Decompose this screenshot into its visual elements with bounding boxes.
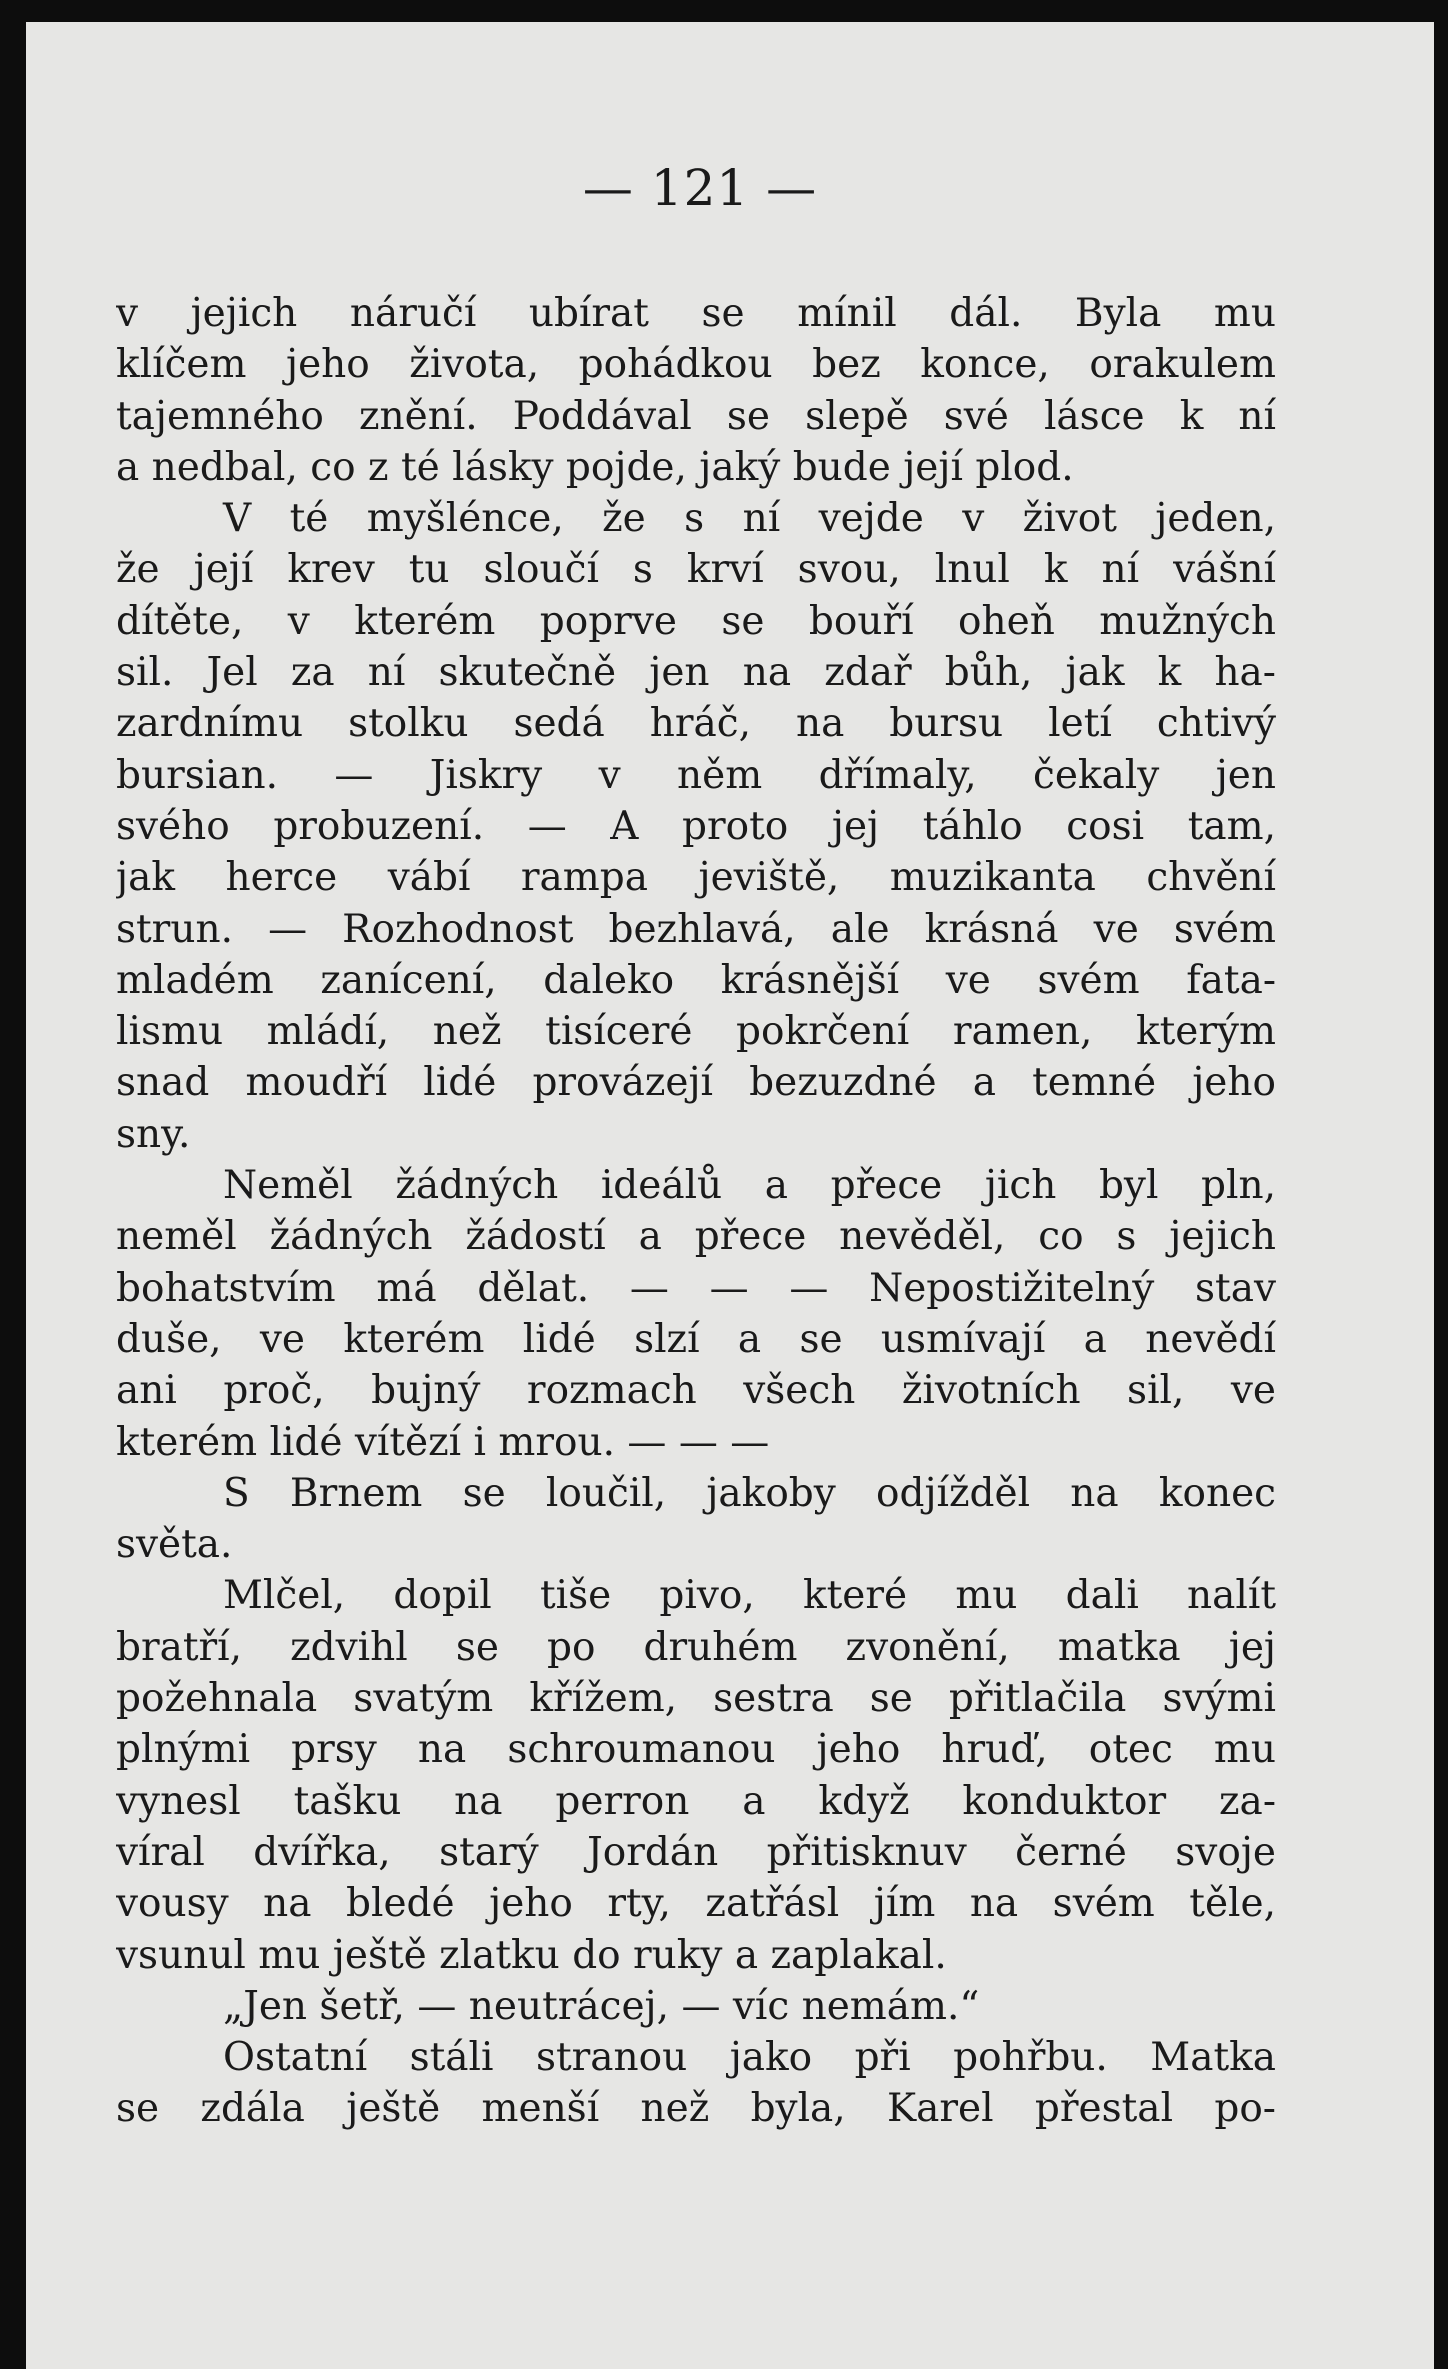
text-line: klíčem jeho života, pohádkou bez konce, orakulem [116, 342, 1276, 388]
text-line: tajemného znění. Poddával se slepě své lásce k ní [116, 393, 1276, 439]
text-line: se zdála ještě menší než byla, Karel přestal po- [116, 2086, 1276, 2132]
text-line: vsunul mu ještě zlatku do ruky a zaplakal. [116, 1932, 947, 1978]
text-line: neměl žádných žádostí a přece nevěděl, co s jejich [116, 1214, 1276, 1260]
text-line: vousy na bledé jeho rty, zatřásl jím na svém těle, [116, 1881, 1276, 1927]
text-line: dítěte, v kterém poprve se bouří oheň mužných [116, 598, 1276, 644]
text-line: v jejich náručí ubírat se mínil dál. Byla mu [116, 291, 1276, 336]
text-line: Ostatní stáli stranou jako při pohřbu. Matka [223, 2035, 1276, 2081]
text-line: kterém lidé vítězí i mrou. — — — [116, 1419, 770, 1465]
text-line: „Jen šetř, — neutrácej, — víc nemám.“ [223, 1983, 980, 2029]
text-line: bohatstvím má dělat. — — — Nepostižitelný stav [116, 1265, 1276, 1311]
text-line: Mlčel, dopil tiše pivo, které mu dali nalít [223, 1573, 1276, 1619]
text-line: strun. — Rozhodnost bezhlavá, ale krásná ve svém [116, 906, 1276, 952]
text-line: zardnímu stolku sedá hráč, na bursu letí chtivý [116, 701, 1276, 747]
text-line: mladém zanícení, daleko krásnější ve svém fata- [116, 957, 1276, 1003]
text-line: plnými prsy na schroumanou jeho hruď, otec mu [116, 1727, 1276, 1773]
text-line: a nedbal, co z té lásky pojde, jaký bude její plod. [116, 444, 1074, 490]
text-line: jak herce vábí rampa jeviště, muzikanta chvění [116, 855, 1276, 901]
text-line: svého probuzení. — A proto jej táhlo cosi tam, [116, 803, 1276, 849]
text-line: S Brnem se loučil, jakoby odjížděl na konec [223, 1470, 1276, 1516]
text-line: lismu mládí, než tisíceré pokrčení ramen, kterým [116, 1009, 1276, 1055]
text-line: bratří, zdvihl se po druhém zvonění, matka jej [116, 1624, 1276, 1670]
text-line: požehnala svatým křížem, sestra se přitlačila svými [116, 1676, 1276, 1722]
text-line: víral dvířka, starý Jordán přitisknuv černé svoje [116, 1829, 1276, 1875]
text-line: vynesl tašku na perron a když konduktor za- [116, 1778, 1276, 1824]
text-line: světa. [116, 1522, 233, 1568]
text-line: že její krev tu sloučí s krví svou, lnul k ní vášní [116, 547, 1276, 593]
text-line: duše, ve kterém lidé slzí a se usmívají a nevědí [116, 1316, 1276, 1362]
body-text [116, 288, 1276, 2135]
page-number: — 121 — [582, 159, 818, 217]
text-line: sil. Jel za ní skutečně jen na zdař bůh, jak k ha- [116, 650, 1276, 696]
text-line: Neměl žádných ideálů a přece jich byl pln, [223, 1163, 1276, 1209]
text-line: V té myšlénce, že s ní vejde v život jeden, [223, 496, 1276, 542]
book-page [26, 22, 1434, 2369]
text-line: sny. [116, 1111, 191, 1157]
text-line: snad moudří lidé provázejí bezuzdné a temné jeho [116, 1060, 1276, 1106]
text-line: bursian. — Jiskry v něm dřímaly, čekaly jen [116, 752, 1276, 798]
text-line: ani proč, bujný rozmach všech životních sil, ve [116, 1368, 1276, 1414]
